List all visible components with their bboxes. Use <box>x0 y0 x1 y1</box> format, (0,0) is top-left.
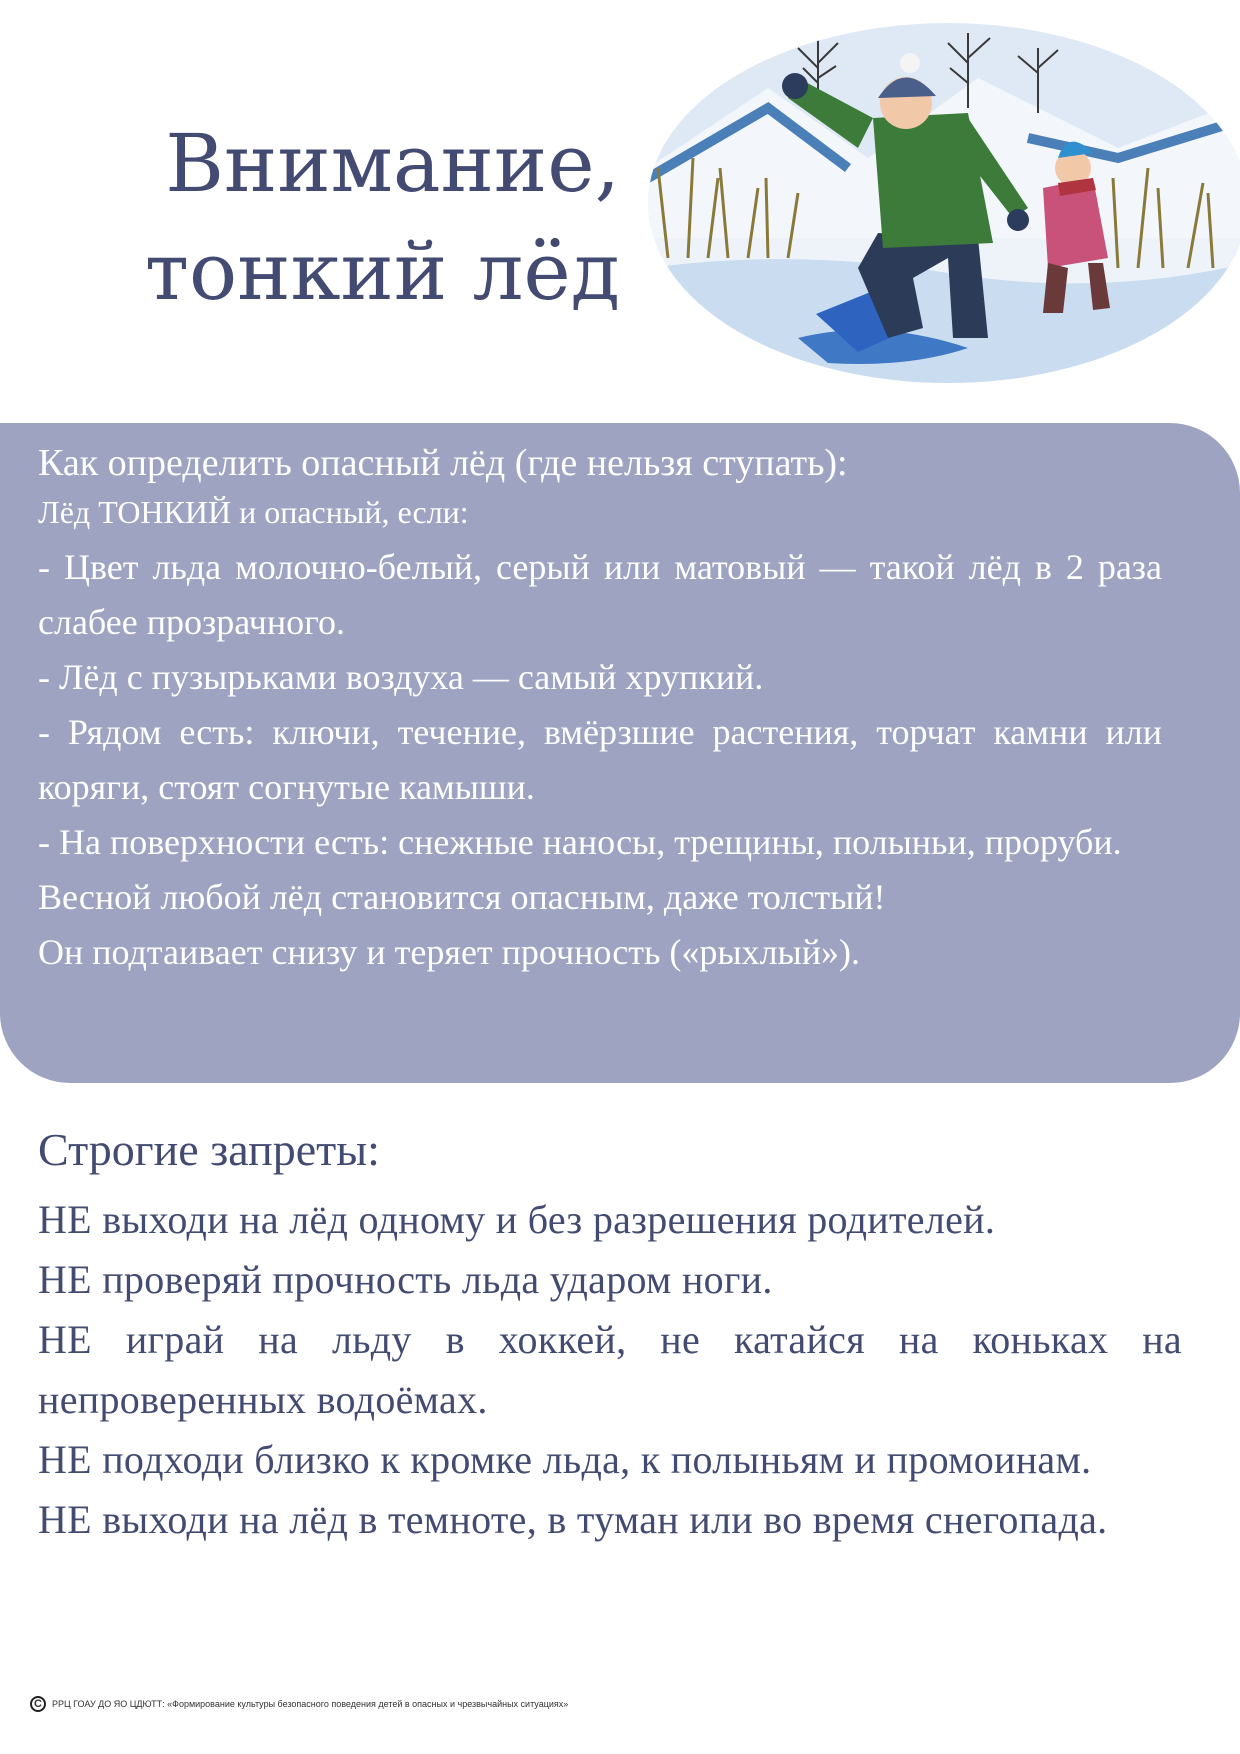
prohibition-item: НЕ выходи на лёд одному и без разрешения родителей. <box>38 1197 996 1242</box>
info-line: - Рядом есть: ключи, течение, вмёрзшие растения, торчат камни или коряги, стоят согнутые камыши. <box>38 712 1162 807</box>
page-title <box>60 110 620 326</box>
info-line: - Цвет льда молочно-белый, серый или матовый — такой лёд в 2 раза слабее прозрачного. <box>38 547 1162 642</box>
prohibition-item: НЕ выходи на лёд в темноте, в туман или во время снегопада. <box>38 1497 1108 1542</box>
info-subheading: Лёд ТОНКИЙ и опасный, если: <box>38 494 469 530</box>
title-line-2: тонкий лёд <box>144 225 620 318</box>
prohibition-item: НЕ подходи близко к кромке льда, к полыньям и промоинам. <box>38 1437 1092 1482</box>
winter-ice-illustration <box>648 18 1240 418</box>
info-heading: Как определить опасный лёд (где нельзя ступать): <box>38 442 848 484</box>
info-line: - На поверхности есть: снежные наносы, трещины, полыньи, проруби. <box>38 822 1122 862</box>
footer <box>30 1696 568 1712</box>
copyright-icon: C <box>30 1696 46 1712</box>
footer-text: РРЦ ГОАУ ДО ЯО ЦДЮТТ: «Формирование культуры безопасного поведения детей в опасных и чрезвычайных ситуациях» <box>52 1699 569 1709</box>
info-line: Весной любой лёд становится опасным, даже толстый! <box>38 877 886 917</box>
prohibitions-heading: Строгие запреты: <box>38 1124 380 1175</box>
prohibition-item: НЕ играй на льду в хоккей, не катайся на коньках на непроверенных водоёмах. <box>38 1317 1182 1422</box>
title-line-1: Внимание, <box>165 117 620 210</box>
prohibition-item: НЕ проверяй прочность льда ударом ноги. <box>38 1257 773 1302</box>
info-line: - Лёд с пузырьками воздуха — самый хрупкий. <box>38 657 764 697</box>
prohibitions-section <box>38 1118 1182 1550</box>
info-line: Он подтаивает снизу и теряет прочность («рыхлый»). <box>38 932 860 972</box>
info-content <box>38 436 1162 980</box>
